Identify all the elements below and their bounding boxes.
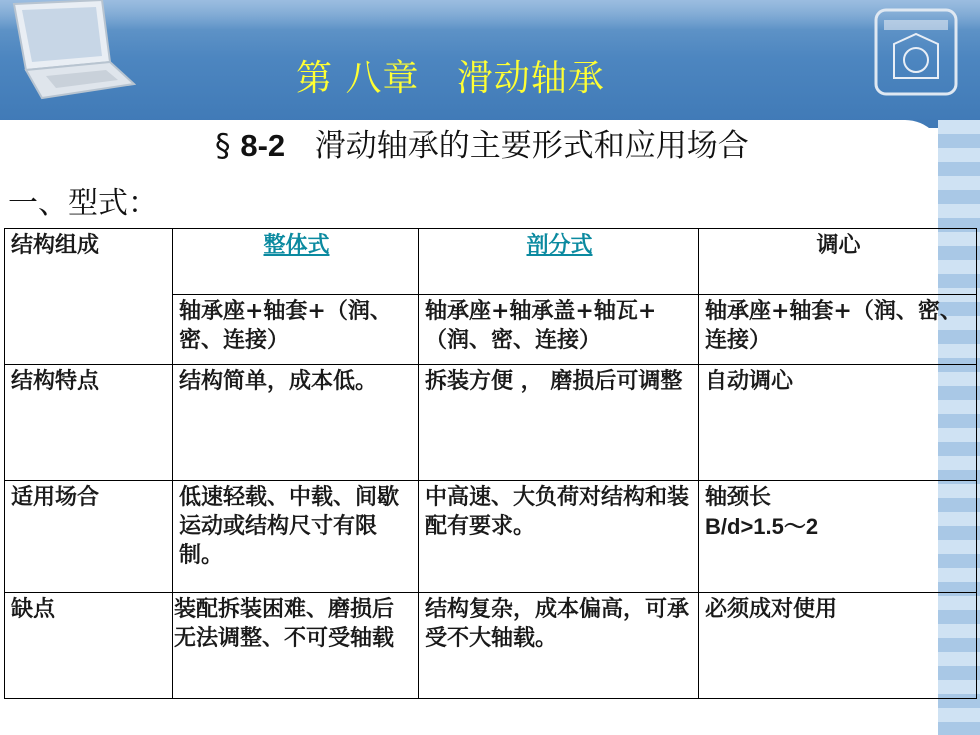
laptop-icon [6,0,136,105]
cell-drawbacks-integral: 装配拆装困难、磨损后无法调整、不可受轴载 [173,593,419,699]
link-integral[interactable]: 整体式 [263,232,330,258]
applications-line-1: 轴颈长 [705,484,772,510]
row-label-applications: 适用场合 [5,481,173,593]
row-label-features: 结构特点 [5,365,173,481]
link-split[interactable]: 剖分式 [526,232,593,258]
section-title [215,120,749,165]
table-row [5,365,977,481]
column-header-split[interactable] [419,229,699,295]
cell-composition-self-aligning: 轴承座+轴套+（润、密、连接） [699,295,977,365]
section-number: 8-2 [240,128,286,163]
cell-features-self-aligning: 自动调心 [699,365,977,481]
cell-composition-split: 轴承座+轴承盖+轴瓦+（润、密、连接） [419,295,699,365]
bearing-types-table [4,228,977,699]
table-row [5,229,977,295]
section-symbol: § [215,128,241,164]
chapter-title: 第 八章 滑动轴承 [296,58,605,99]
cell-applications-split: 中高速、大负荷对结构和装配有要求。 [419,481,699,593]
applications-line-2: B/d>1.5～2 [705,514,819,539]
cell-features-integral: 结构简单，成本低。 [173,365,419,481]
cell-applications-integral: 低速轻载、中载、间歇运动或结构尺寸有限制。 [173,481,419,593]
university-seal-icon [870,6,962,98]
row-label-drawbacks: 缺点 [5,593,173,699]
column-header-integral[interactable] [173,229,419,295]
sub-heading: 一、型式： [8,186,158,221]
table-row [5,593,977,699]
column-header-self-aligning [699,229,977,295]
table-row [5,481,977,593]
cell-composition-integral: 轴承座+轴套+（润、密、连接） [173,295,419,365]
row-label-structure: 结构组成 [5,229,173,365]
cell-drawbacks-self-aligning: 必须成对使用 [699,593,977,699]
section-title-text: 滑动轴承的主要形式和应用场合 [285,128,749,164]
cell-drawbacks-split: 结构复杂，成本偏高，可承受不大轴载。 [419,593,699,699]
cell-features-split: 拆装方便 ， 磨损后可调整 [419,365,699,481]
cell-applications-self-aligning [699,481,977,593]
header-self-aligning: 调心 [816,232,861,258]
